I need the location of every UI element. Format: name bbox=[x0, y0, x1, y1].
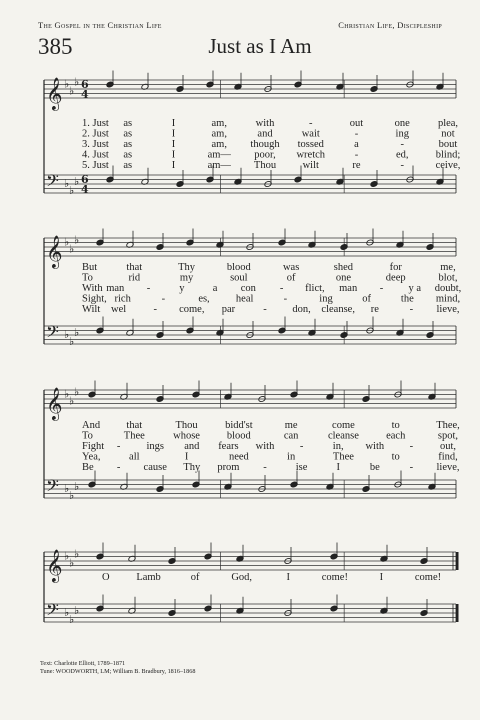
lyric-syllable: God, bbox=[231, 572, 253, 583]
lyric-syllable: Thou bbox=[253, 160, 277, 171]
system-1-flat-icon: ♭ bbox=[64, 177, 70, 190]
system-4-flat-icon: ♭ bbox=[64, 606, 70, 619]
lyric-syllable: wretch bbox=[296, 149, 326, 161]
lyric-syllable: be bbox=[369, 462, 380, 473]
lyric-syllable: prom bbox=[217, 462, 240, 473]
lyric-syllable: man bbox=[106, 283, 125, 294]
lyric-syllable: come! bbox=[321, 572, 348, 583]
system-3-flat-icon: ♭ bbox=[69, 394, 75, 408]
lyric-syllable: in bbox=[287, 451, 296, 463]
lyric-syllable: come bbox=[332, 420, 355, 431]
system-4-flat-icon: ♭ bbox=[74, 603, 80, 617]
lyric-syllable: come! bbox=[414, 572, 442, 583]
lyric-syllable: lieve, bbox=[436, 304, 460, 315]
lyric-syllable: 5. Just bbox=[82, 160, 109, 171]
lyric-syllable: blind; bbox=[435, 149, 461, 161]
hymn-number: 385 bbox=[38, 34, 73, 59]
lyric-syllable: come, bbox=[179, 304, 205, 315]
lyric-syllable: - bbox=[263, 462, 267, 473]
system-2-flat-icon: ♭ bbox=[69, 242, 75, 256]
lyric-syllable: O bbox=[102, 572, 110, 583]
system-1-time-sig-top: 6 bbox=[81, 173, 89, 186]
system-2-flat-icon: ♭ bbox=[64, 235, 70, 249]
lyric-syllable: - bbox=[299, 441, 304, 452]
lyric-syllable: plea, bbox=[437, 118, 459, 129]
lyric-syllable: am, bbox=[211, 139, 227, 150]
system-1-time-sig-top: 6 bbox=[81, 78, 89, 91]
lyric-syllable: 1. Just bbox=[82, 118, 109, 129]
lyric-syllable: Lamb bbox=[136, 572, 161, 583]
lyric-syllable: one bbox=[335, 272, 352, 284]
lyric-syllable: heal bbox=[235, 293, 254, 305]
lyric-syllable: I bbox=[171, 118, 176, 129]
lyric-syllable: - bbox=[409, 462, 414, 473]
lyric-syllable: not bbox=[441, 128, 455, 140]
system-1-treble-clef-icon: 𝄞 bbox=[46, 77, 63, 110]
lyric-syllable: I bbox=[171, 139, 176, 150]
lyric-syllable: was bbox=[282, 262, 300, 273]
lyric-syllable: all bbox=[129, 451, 140, 463]
lyric-syllable: am, bbox=[211, 118, 227, 129]
hymn-title: Just as I Am bbox=[208, 34, 312, 58]
lyric-syllable: man bbox=[339, 283, 358, 294]
system-4-flat-icon: ♭ bbox=[74, 547, 80, 561]
lyric-syllable: con bbox=[240, 283, 256, 294]
lyric-syllable: am— bbox=[207, 149, 231, 161]
lyric-syllable: can bbox=[283, 430, 299, 442]
lyric-syllable: to bbox=[391, 451, 400, 463]
system-3-flat-icon: ♭ bbox=[64, 482, 70, 495]
lyric-syllable: re bbox=[352, 160, 361, 171]
lyric-syllable: Wilt bbox=[82, 304, 101, 315]
lyric-syllable: ed, bbox=[395, 149, 409, 161]
lyric-syllable: in, bbox=[332, 441, 344, 452]
lyric-syllable: blood bbox=[226, 262, 251, 273]
lyric-syllable: spot, bbox=[437, 430, 459, 442]
lyric-syllable: though bbox=[250, 139, 280, 150]
lyric-syllable: I bbox=[286, 572, 291, 583]
lyric-syllable: I bbox=[171, 160, 176, 171]
lyric-syllable: Thou bbox=[175, 420, 198, 431]
lyric-syllable: - bbox=[409, 441, 414, 452]
lyric-syllable: soul bbox=[230, 272, 248, 284]
lyric-syllable: whose bbox=[173, 430, 200, 442]
lyric-syllable: y a bbox=[408, 283, 422, 294]
system-4-final-barline-thick bbox=[456, 604, 459, 622]
lyric-syllable: rich bbox=[114, 293, 131, 305]
lyric-syllable: my bbox=[179, 272, 194, 284]
credits bbox=[40, 660, 195, 676]
lyric-syllable: that bbox=[126, 262, 143, 273]
running-header-left: The Gospel in the Christian Life bbox=[38, 20, 162, 30]
lyric-syllable: To bbox=[82, 430, 93, 442]
lyric-syllable: ing bbox=[319, 293, 333, 305]
lyric-syllable: out, bbox=[439, 441, 457, 452]
lyric-syllable: am, bbox=[211, 128, 227, 140]
lyric-syllable: es, bbox=[198, 293, 210, 305]
system-1-flat-icon: ♭ bbox=[74, 75, 80, 89]
system-3-bass-clef-icon: 𝄢 bbox=[46, 475, 59, 500]
lyric-syllable: and bbox=[257, 128, 273, 140]
lyric-syllable: of bbox=[190, 572, 200, 583]
lyric-syllable: cleanse bbox=[327, 430, 359, 442]
tune-credit: Tune: WOODWORTH, LM; William B. Bradbury, 1816–1868 bbox=[40, 668, 196, 675]
lyric-syllable: a bbox=[212, 283, 218, 294]
lyric-syllable: - bbox=[400, 139, 404, 150]
lyric-syllable: Sight, bbox=[82, 293, 107, 305]
lyric-syllable: don, bbox=[292, 304, 311, 315]
lyric-syllable: me bbox=[284, 420, 298, 431]
system-4-flat-icon: ♭ bbox=[64, 549, 70, 563]
lyric-syllable: - bbox=[409, 304, 414, 315]
system-3-flat-icon: ♭ bbox=[74, 385, 80, 399]
lyric-syllable: - bbox=[283, 293, 288, 305]
lyric-syllable: I bbox=[184, 451, 189, 463]
lyric-syllable: 4. Just bbox=[82, 149, 109, 161]
lyric-syllable: deep bbox=[385, 272, 406, 284]
lyric-syllable: - bbox=[153, 304, 157, 315]
system-2-flat-icon: ♭ bbox=[69, 334, 75, 348]
system-1-time-sig-bottom: 4 bbox=[81, 183, 89, 196]
lyric-syllable: wait bbox=[301, 128, 320, 140]
lyric-syllable: am— bbox=[207, 160, 231, 171]
lyric-syllable: Thy bbox=[178, 262, 196, 273]
lyric-syllable: - bbox=[116, 462, 121, 473]
lyric-syllable: each bbox=[386, 430, 406, 442]
system-3-flat-icon: ♭ bbox=[69, 488, 75, 502]
lyric-syllable: With bbox=[82, 283, 103, 294]
lyric-syllable: ceive, bbox=[435, 160, 461, 171]
lyric-syllable: - bbox=[161, 293, 166, 305]
lyric-syllable: I bbox=[171, 128, 176, 140]
lyric-syllable: And bbox=[82, 420, 101, 431]
lyric-syllable: Thy bbox=[183, 462, 201, 473]
lyric-syllable: bidd'st bbox=[225, 420, 253, 431]
system-1-bass-clef-icon: 𝄢 bbox=[46, 170, 59, 195]
lyric-syllable: and bbox=[184, 441, 200, 452]
lyric-syllable: ing bbox=[395, 128, 409, 140]
lyric-syllable: for bbox=[389, 262, 402, 273]
lyric-syllable: with bbox=[365, 441, 385, 452]
lyric-syllable: re bbox=[370, 304, 379, 315]
system-2-flat-icon: ♭ bbox=[74, 233, 80, 247]
lyric-syllable: rid bbox=[128, 272, 141, 284]
lyric-syllable: doubt, bbox=[434, 283, 462, 294]
lyric-syllable: lieve, bbox=[436, 462, 460, 473]
lyric-syllable: of bbox=[362, 293, 372, 305]
lyric-syllable: blot, bbox=[438, 272, 458, 284]
system-3-treble-clef-icon: 𝄞 bbox=[46, 387, 63, 420]
system-4-bass-clef-icon: 𝄢 bbox=[46, 599, 59, 624]
lyric-syllable: - bbox=[354, 128, 359, 140]
lyric-syllable: y bbox=[179, 283, 185, 294]
lyric-syllable: - bbox=[309, 118, 313, 129]
lyric-syllable: par bbox=[221, 304, 236, 315]
lyric-syllable: to bbox=[391, 420, 400, 431]
lyric-syllable: the bbox=[400, 293, 414, 305]
lyric-syllable: as bbox=[123, 149, 133, 161]
lyric-syllable: Thee, bbox=[436, 420, 460, 431]
lyric-syllable: But bbox=[82, 262, 98, 273]
system-4-flat-icon: ♭ bbox=[69, 556, 75, 570]
lyric-syllable: bout bbox=[438, 139, 458, 150]
system-1-flat-icon: ♭ bbox=[69, 84, 75, 98]
lyric-syllable: as bbox=[123, 160, 133, 171]
system-2-flat-icon: ♭ bbox=[64, 328, 70, 341]
system-1-time-sig-bottom: 4 bbox=[81, 88, 89, 101]
system-2-bass-clef-icon: 𝄢 bbox=[46, 321, 59, 346]
lyric-syllable: out bbox=[349, 118, 364, 129]
system-1-flat-icon: ♭ bbox=[64, 77, 70, 91]
lyric-syllable: of bbox=[286, 272, 296, 284]
lyric-syllable: wel bbox=[111, 304, 127, 315]
lyric-syllable: poor, bbox=[254, 149, 276, 161]
lyric-syllable: I bbox=[171, 149, 176, 161]
lyric-syllable: Be bbox=[82, 462, 94, 473]
system-1-flat-icon: ♭ bbox=[74, 174, 80, 188]
lyric-syllable: me, bbox=[440, 262, 456, 273]
lyric-syllable: fears bbox=[218, 441, 239, 452]
lyric-syllable: Yea, bbox=[82, 451, 101, 463]
lyric-syllable: cause bbox=[143, 462, 167, 473]
lyric-syllable: To bbox=[82, 272, 93, 284]
lyric-syllable: need bbox=[228, 451, 249, 463]
lyric-syllable: as bbox=[123, 118, 133, 129]
system-2-treble-clef-icon: 𝄞 bbox=[46, 235, 63, 268]
lyric-syllable: with bbox=[255, 118, 275, 129]
system-4-treble-clef-icon: 𝄞 bbox=[46, 549, 63, 582]
lyric-syllable: - bbox=[354, 149, 359, 161]
lyric-syllable: 3. Just bbox=[82, 139, 109, 150]
lyric-syllable: flict, bbox=[305, 283, 325, 294]
lyric-syllable: shed bbox=[333, 262, 354, 273]
system-4-flat-icon: ♭ bbox=[69, 612, 75, 626]
system-1-flat-icon: ♭ bbox=[69, 183, 75, 197]
lyric-syllable: 2. Just bbox=[82, 128, 109, 140]
lyric-syllable: with bbox=[255, 441, 275, 452]
lyric-syllable: - bbox=[116, 441, 121, 452]
lyric-syllable: - bbox=[400, 160, 404, 171]
lyric-syllable: Thee bbox=[123, 430, 145, 442]
lyric-syllable: tossed bbox=[297, 139, 324, 150]
lyric-syllable: cleanse, bbox=[321, 304, 355, 315]
lyric-syllable: one bbox=[394, 118, 410, 129]
lyric-syllable: that bbox=[126, 420, 143, 431]
lyric-syllable: - bbox=[263, 304, 267, 315]
system-2-flat-icon: ♭ bbox=[74, 325, 80, 339]
lyric-syllable: - bbox=[146, 283, 151, 294]
lyric-syllable: as bbox=[123, 139, 133, 150]
lyric-syllable: wilt bbox=[302, 160, 319, 171]
lyric-syllable: ise bbox=[295, 462, 308, 473]
lyric-syllable: find, bbox=[438, 451, 458, 463]
lyric-syllable: - bbox=[379, 283, 384, 294]
system-4-final-barline-thick bbox=[456, 552, 459, 570]
running-header-right: Christian Life, Discipleship bbox=[338, 20, 442, 30]
text-credit: Text: Charlotte Elliott, 1789–1871 bbox=[40, 660, 126, 667]
lyric-syllable: I bbox=[336, 462, 340, 473]
system-3-flat-icon: ♭ bbox=[74, 479, 80, 493]
system-3-flat-icon: ♭ bbox=[64, 387, 70, 401]
lyric-syllable: a bbox=[354, 139, 359, 150]
lyric-syllable: I bbox=[379, 572, 384, 583]
lyric-syllable: - bbox=[279, 283, 284, 294]
lyric-syllable: mind, bbox=[435, 293, 461, 305]
lyric-syllable: Fight bbox=[82, 441, 105, 452]
lyric-syllable: blood bbox=[226, 430, 251, 442]
lyric-syllable: ings bbox=[146, 441, 164, 452]
lyric-syllable: as bbox=[123, 128, 133, 140]
lyric-syllable: Thee bbox=[332, 451, 354, 463]
